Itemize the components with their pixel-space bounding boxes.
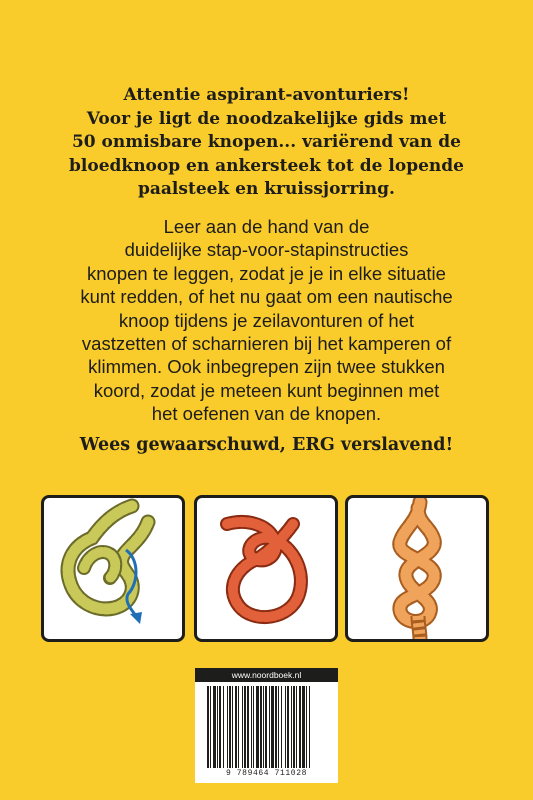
barcode-bar (293, 686, 295, 768)
barcode-bar (260, 686, 262, 768)
barcode-bar (247, 686, 249, 768)
barcode-bar (242, 686, 243, 768)
barcode-bar (291, 686, 292, 768)
barcode-bar (302, 686, 305, 768)
barcode-bar (227, 686, 228, 768)
intro-line: 50 onmisbare knopen... variërend van de (71, 132, 462, 152)
description-line: knoop tijdens je zeilavonturen of het (118, 309, 415, 331)
knot-illustration-panel-3 (345, 495, 489, 642)
intro-heading (30, 84, 503, 202)
warning-tagline: Wees gewaarschuwd, ERG verslavend! (79, 435, 454, 455)
barcode-bar (263, 686, 264, 768)
barcode-bar (219, 686, 221, 768)
intro-line: paalsteek en kruissjorring. (138, 179, 395, 199)
description-line: Leer aan de hand van de (163, 216, 370, 237)
barcode-bar (235, 686, 237, 768)
knot-illustration-panel-1 (41, 495, 185, 642)
intro-line: bloedknoop en ankersteek tot de lopende (69, 155, 464, 176)
barcode-bar (210, 686, 211, 768)
description-line: het oefenen van de knopen. (151, 403, 382, 425)
orange-rope-figure-eight-knot-icon (348, 498, 486, 639)
barcode-bar (207, 686, 209, 768)
red-rope-loop-knot-icon (197, 498, 335, 639)
barcode-bar (287, 686, 289, 768)
barcode-bar (217, 686, 218, 768)
description-line: vastzetten of scharnieren bij het kamperen of (81, 333, 452, 355)
description-line: koord, zodat je meteen kunt beginnen met (93, 379, 440, 401)
barcode-bar (309, 686, 310, 768)
intro-line: Attentie aspirant-avonturiers! (123, 85, 410, 105)
barcode-bar (299, 686, 301, 768)
publisher-url: www.noordboek.nl (195, 668, 338, 682)
description-line: klimmen. Ook inbegrepen zijn twee stukken (88, 356, 445, 378)
barcode-bar (265, 686, 267, 768)
isbn-number: 9 789464 711028 (225, 769, 307, 778)
isbn-barcode-icon (203, 686, 330, 768)
green-rope-knot-with-arrow-icon (44, 498, 182, 639)
barcode-bar (306, 686, 307, 768)
barcode-bar (238, 686, 239, 768)
barcode-bar (275, 686, 277, 768)
barcode-bar (285, 686, 286, 768)
barcode-bar (269, 686, 270, 768)
barcode-bar (223, 686, 224, 768)
barcode-bar (281, 686, 282, 768)
barcode-bar (244, 686, 246, 768)
barcode-bar (296, 686, 297, 768)
description-line: kunt redden, of het nu gaat om een nautische (80, 286, 453, 308)
barcode-bar (213, 686, 216, 768)
description-line: duidelijke stap-voor-stapinstructies (124, 239, 409, 261)
knot-illustration-panel-2 (194, 495, 338, 642)
barcode-bar (271, 686, 274, 768)
barcode-bar (278, 686, 279, 768)
barcode-bar (229, 686, 231, 768)
barcode-bar (256, 686, 259, 768)
description-paragraph (30, 215, 503, 426)
barcode-label (195, 668, 338, 783)
barcode-bar (251, 686, 252, 768)
intro-line: Voor je ligt de noodzakelijke gids met (86, 108, 447, 129)
barcode-bar (232, 686, 233, 768)
barcode-bar (253, 686, 254, 768)
description-line: knopen te leggen, zodat je je in elke situatie (87, 262, 446, 284)
